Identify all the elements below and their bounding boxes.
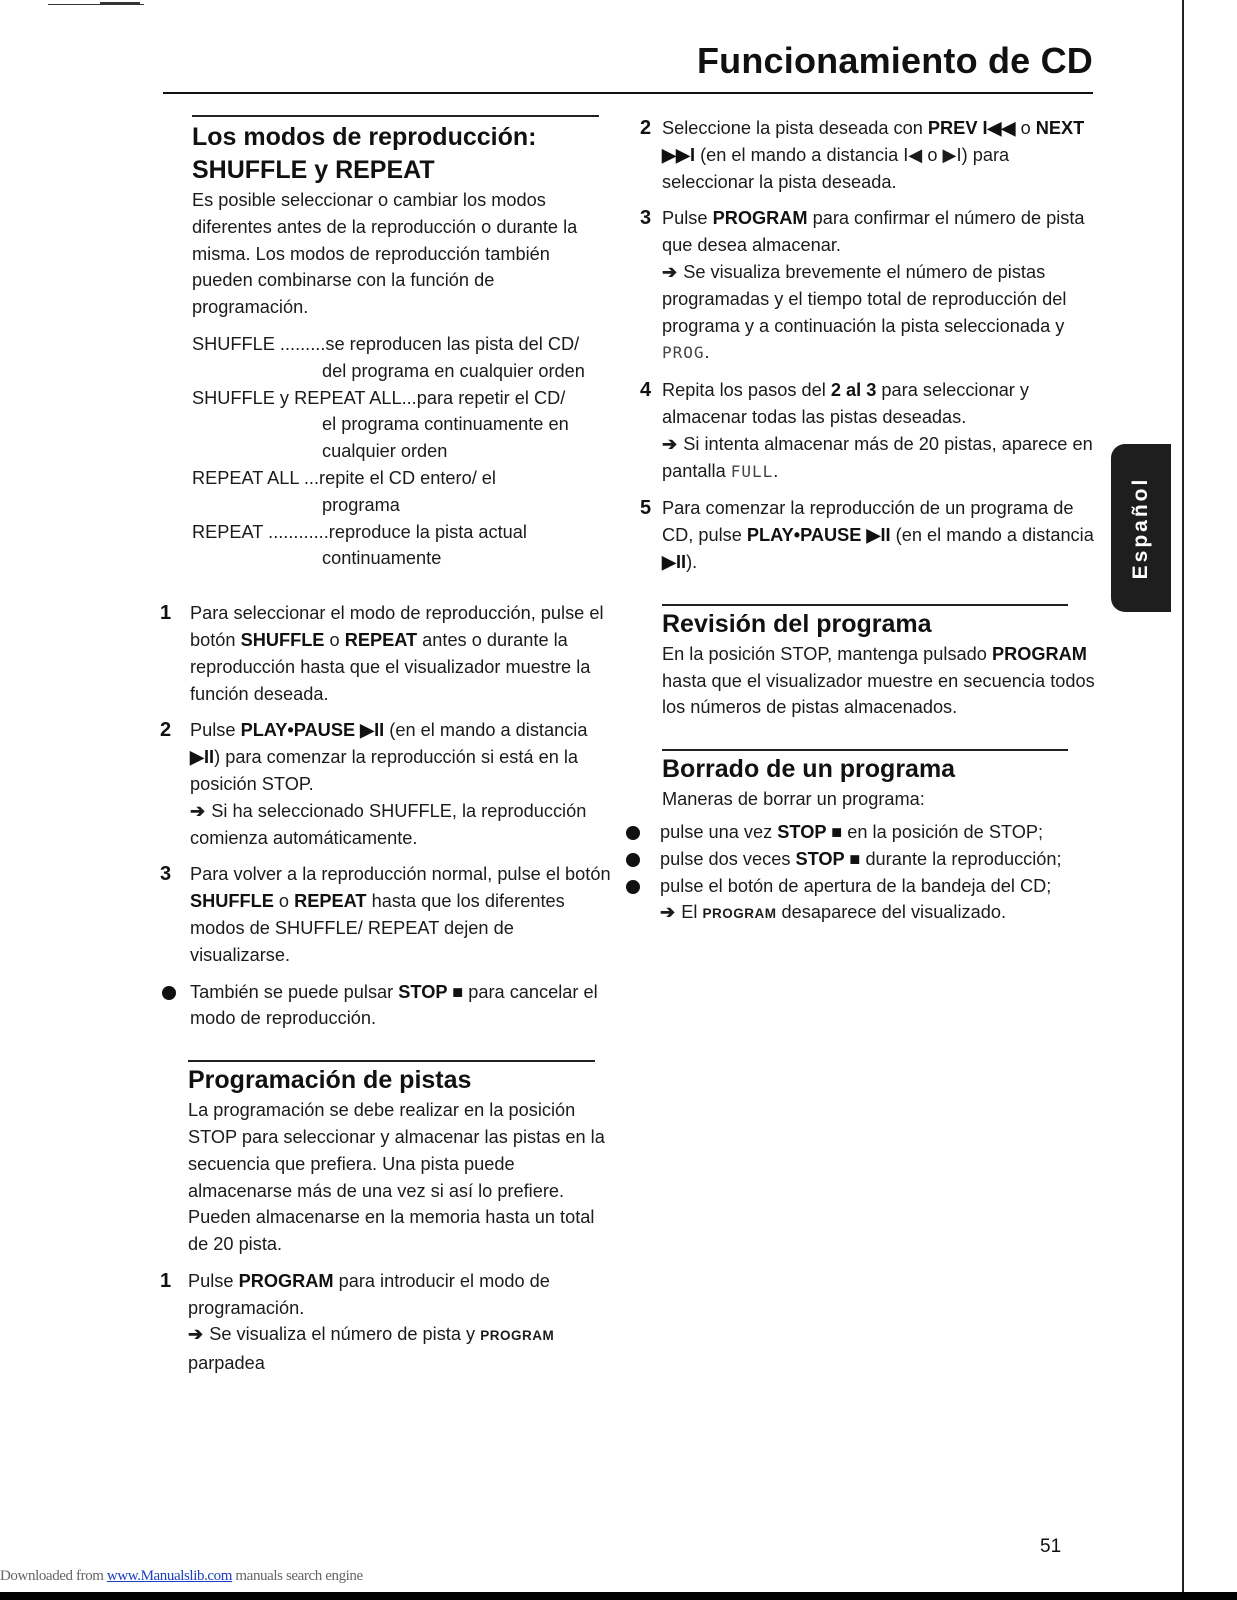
footer-suffix: manuals search engine xyxy=(232,1568,363,1584)
step-result: ➔ Si ha seleccionado SHUFFLE, la reproducción comienza automáticamente. xyxy=(190,800,587,848)
mode-row-shuffle-repeat-all xyxy=(192,385,615,465)
erase-title: Borrado de un programa xyxy=(662,755,956,784)
bullet-icon xyxy=(626,853,640,867)
mode-row-repeat-all xyxy=(192,465,615,519)
step-number: 4 xyxy=(640,379,652,402)
step-text: Repita los pasos del 2 al 3 para seleccionar y almacenar todas las pistas deseadas. xyxy=(662,380,1030,427)
arrow-icon: ➔ xyxy=(662,433,678,454)
bullet-text: pulse el botón de apertura de la bandeja del CD; xyxy=(660,875,1052,896)
program-step-3 xyxy=(640,205,1095,367)
mode-desc: repite el CD entero/ el xyxy=(319,467,496,488)
arrow-icon: ➔ xyxy=(190,800,206,821)
bullet-icon xyxy=(626,880,640,894)
erase-bullet xyxy=(640,819,1095,846)
bullet-icon xyxy=(162,986,176,1000)
step-text: Para seleccionar el modo de reproducción, pulse el botón SHUFFLE o REPEAT antes o durante la reproducción hasta que el visualizador muestre la función deseada. xyxy=(190,603,604,704)
footer-prefix: Downloaded from xyxy=(0,1568,107,1584)
mode-desc-cont: programa xyxy=(322,494,400,515)
step-number: 3 xyxy=(640,207,652,230)
mode-term: SHUFFLE ......... xyxy=(192,333,326,354)
bullet-text: pulse dos veces STOP ■ durante la reproducción; xyxy=(660,848,1062,869)
mode-term: REPEAT ............ xyxy=(192,521,329,542)
programming-title: Programación de pistas xyxy=(188,1066,472,1095)
section-rule xyxy=(192,115,599,117)
scan-mark xyxy=(48,4,144,5)
step-text: Pulse PROGRAM para introducir el modo de programación. xyxy=(188,1270,550,1318)
erase-result: ➔ El PROGRAM desaparece del visualizado. xyxy=(660,902,1006,923)
erase-section xyxy=(640,753,1095,813)
mode-desc: reproduce la pista actual xyxy=(328,521,527,542)
step-text: Pulse PROGRAM para confirmar el número de pista que desea almacenar. xyxy=(662,208,1085,256)
step-result: ➔ Si intenta almacenar más de 20 pistas, aparece en pantalla FULL. xyxy=(662,433,1093,481)
mode-term: SHUFFLE y REPEAT ALL... xyxy=(192,387,417,408)
review-section xyxy=(640,608,1095,721)
step-number: 1 xyxy=(160,602,172,625)
page-edge-line xyxy=(1182,0,1184,1600)
section-rule xyxy=(662,604,1068,606)
programming-section xyxy=(160,1064,615,1258)
modes-section xyxy=(160,121,615,321)
step-number: 5 xyxy=(640,497,652,520)
modes-title-line1: Los modos de reproducción: xyxy=(192,123,537,151)
bottom-bar xyxy=(0,1592,1237,1600)
lcd-text: FULL xyxy=(730,461,774,481)
header-rule xyxy=(163,92,1093,94)
mode-row-shuffle xyxy=(192,331,615,385)
programming-intro: La programación se debe realizar en la posición STOP para seleccionar y almacenar las pistas en la secuencia que prefiera. Una pista puede almacenarse más de una vez si así lo prefiere. Pueden almacenarse en la memoria hasta un total de 20 pista. xyxy=(188,1100,605,1255)
step-number: 2 xyxy=(640,117,652,139)
step-text: Pulse PLAY•PAUSE ▶II (en el mando a distancia ▶II) para comenzar la reproducción si está en la posición STOP. xyxy=(190,720,588,794)
step-result: ➔ Se visualiza brevemente el número de pistas programadas y el tiempo total de reproducción del programa y a continuación la pista seleccionada y PROG. xyxy=(662,261,1067,363)
bullet-icon xyxy=(626,826,640,840)
erase-bullet xyxy=(640,846,1095,873)
modes-step-1 xyxy=(160,600,615,707)
mode-desc-cont: continuamente xyxy=(322,548,442,569)
lcd-text: PROG xyxy=(662,343,705,363)
section-rule xyxy=(188,1060,595,1062)
left-column xyxy=(160,115,615,1377)
right-column xyxy=(640,115,1095,928)
page-number: 51 xyxy=(1040,1536,1062,1557)
step-number: 2 xyxy=(160,719,172,742)
language-tab xyxy=(1111,444,1171,612)
page-title: Funcionamiento de CD xyxy=(696,40,1093,81)
arrow-icon: ➔ xyxy=(660,902,676,923)
step-text: Para volver a la reproducción normal, pulse el botón SHUFFLE o REPEAT hasta que los diferentes modos de SHUFFLE/ REPEAT dejen de visualizarse. xyxy=(190,864,611,965)
scan-mark xyxy=(100,2,140,4)
manualslib-link[interactable]: www.Manualslib.com xyxy=(106,1568,233,1584)
mode-desc: para repetir el CD/ xyxy=(416,387,566,408)
mode-term: REPEAT ALL ... xyxy=(192,467,320,488)
mode-row-repeat xyxy=(192,519,615,573)
step-text: Seleccione la pista deseada con PREV I◀◀ o NEXT ▶▶I (en el mando a distancia I◀ o ▶I) para seleccionar la pista deseada. xyxy=(662,118,1085,192)
review-title: Revisión del programa xyxy=(662,609,932,638)
modes-title-line2: SHUFFLE y REPEAT xyxy=(192,156,435,184)
program-step-2 xyxy=(640,115,1095,195)
step-number: 1 xyxy=(160,1269,172,1292)
erase-bullet xyxy=(640,873,1095,929)
bullet-text: También se puede pulsar STOP ■ para cancelar el modo de reproducción. xyxy=(190,981,598,1029)
mode-desc-cont: del programa en cualquier orden xyxy=(322,360,585,381)
modes-intro: Es posible seleccionar o cambiar los modos diferentes antes de la reproducción o durante la misma. Los modos de reproducción también pueden combinarse con la función de programación. xyxy=(192,190,578,318)
language-tab-label: Español xyxy=(1129,476,1152,580)
step-text: Para comenzar la reproducción de un programa de CD, pulse PLAY•PAUSE ▶II (en el mando a distancia ▶II). xyxy=(662,498,1094,572)
bullet-text: pulse una vez STOP ■ en la posición de STOP; xyxy=(660,821,1044,842)
section-rule xyxy=(662,749,1068,751)
arrow-icon: ➔ xyxy=(662,261,678,282)
modes-step-3 xyxy=(160,861,615,968)
download-footer xyxy=(0,1568,363,1585)
mode-desc-cont: el programa continuamente en cualquier orden xyxy=(322,414,569,462)
mode-desc: se reproducen las pista del CD/ xyxy=(325,333,580,354)
arrow-icon: ➔ xyxy=(188,1324,204,1345)
modes-step-2 xyxy=(160,717,615,851)
erase-intro: Maneras de borrar un programa: xyxy=(662,789,925,810)
step-number: 3 xyxy=(160,863,172,886)
review-text: En la posición STOP, mantenga pulsado PROGRAM hasta que el visualizador muestre en secuencia todos los números de pistas almacenados. xyxy=(662,643,1095,718)
modes-table xyxy=(160,331,615,572)
program-step-4 xyxy=(640,377,1095,485)
program-step-5 xyxy=(640,495,1095,575)
programming-step-1 xyxy=(160,1268,615,1377)
step-result: ➔ Se visualiza el número de pista y PROGRAM parpadea xyxy=(188,1324,555,1374)
modes-bullet xyxy=(160,979,615,1033)
